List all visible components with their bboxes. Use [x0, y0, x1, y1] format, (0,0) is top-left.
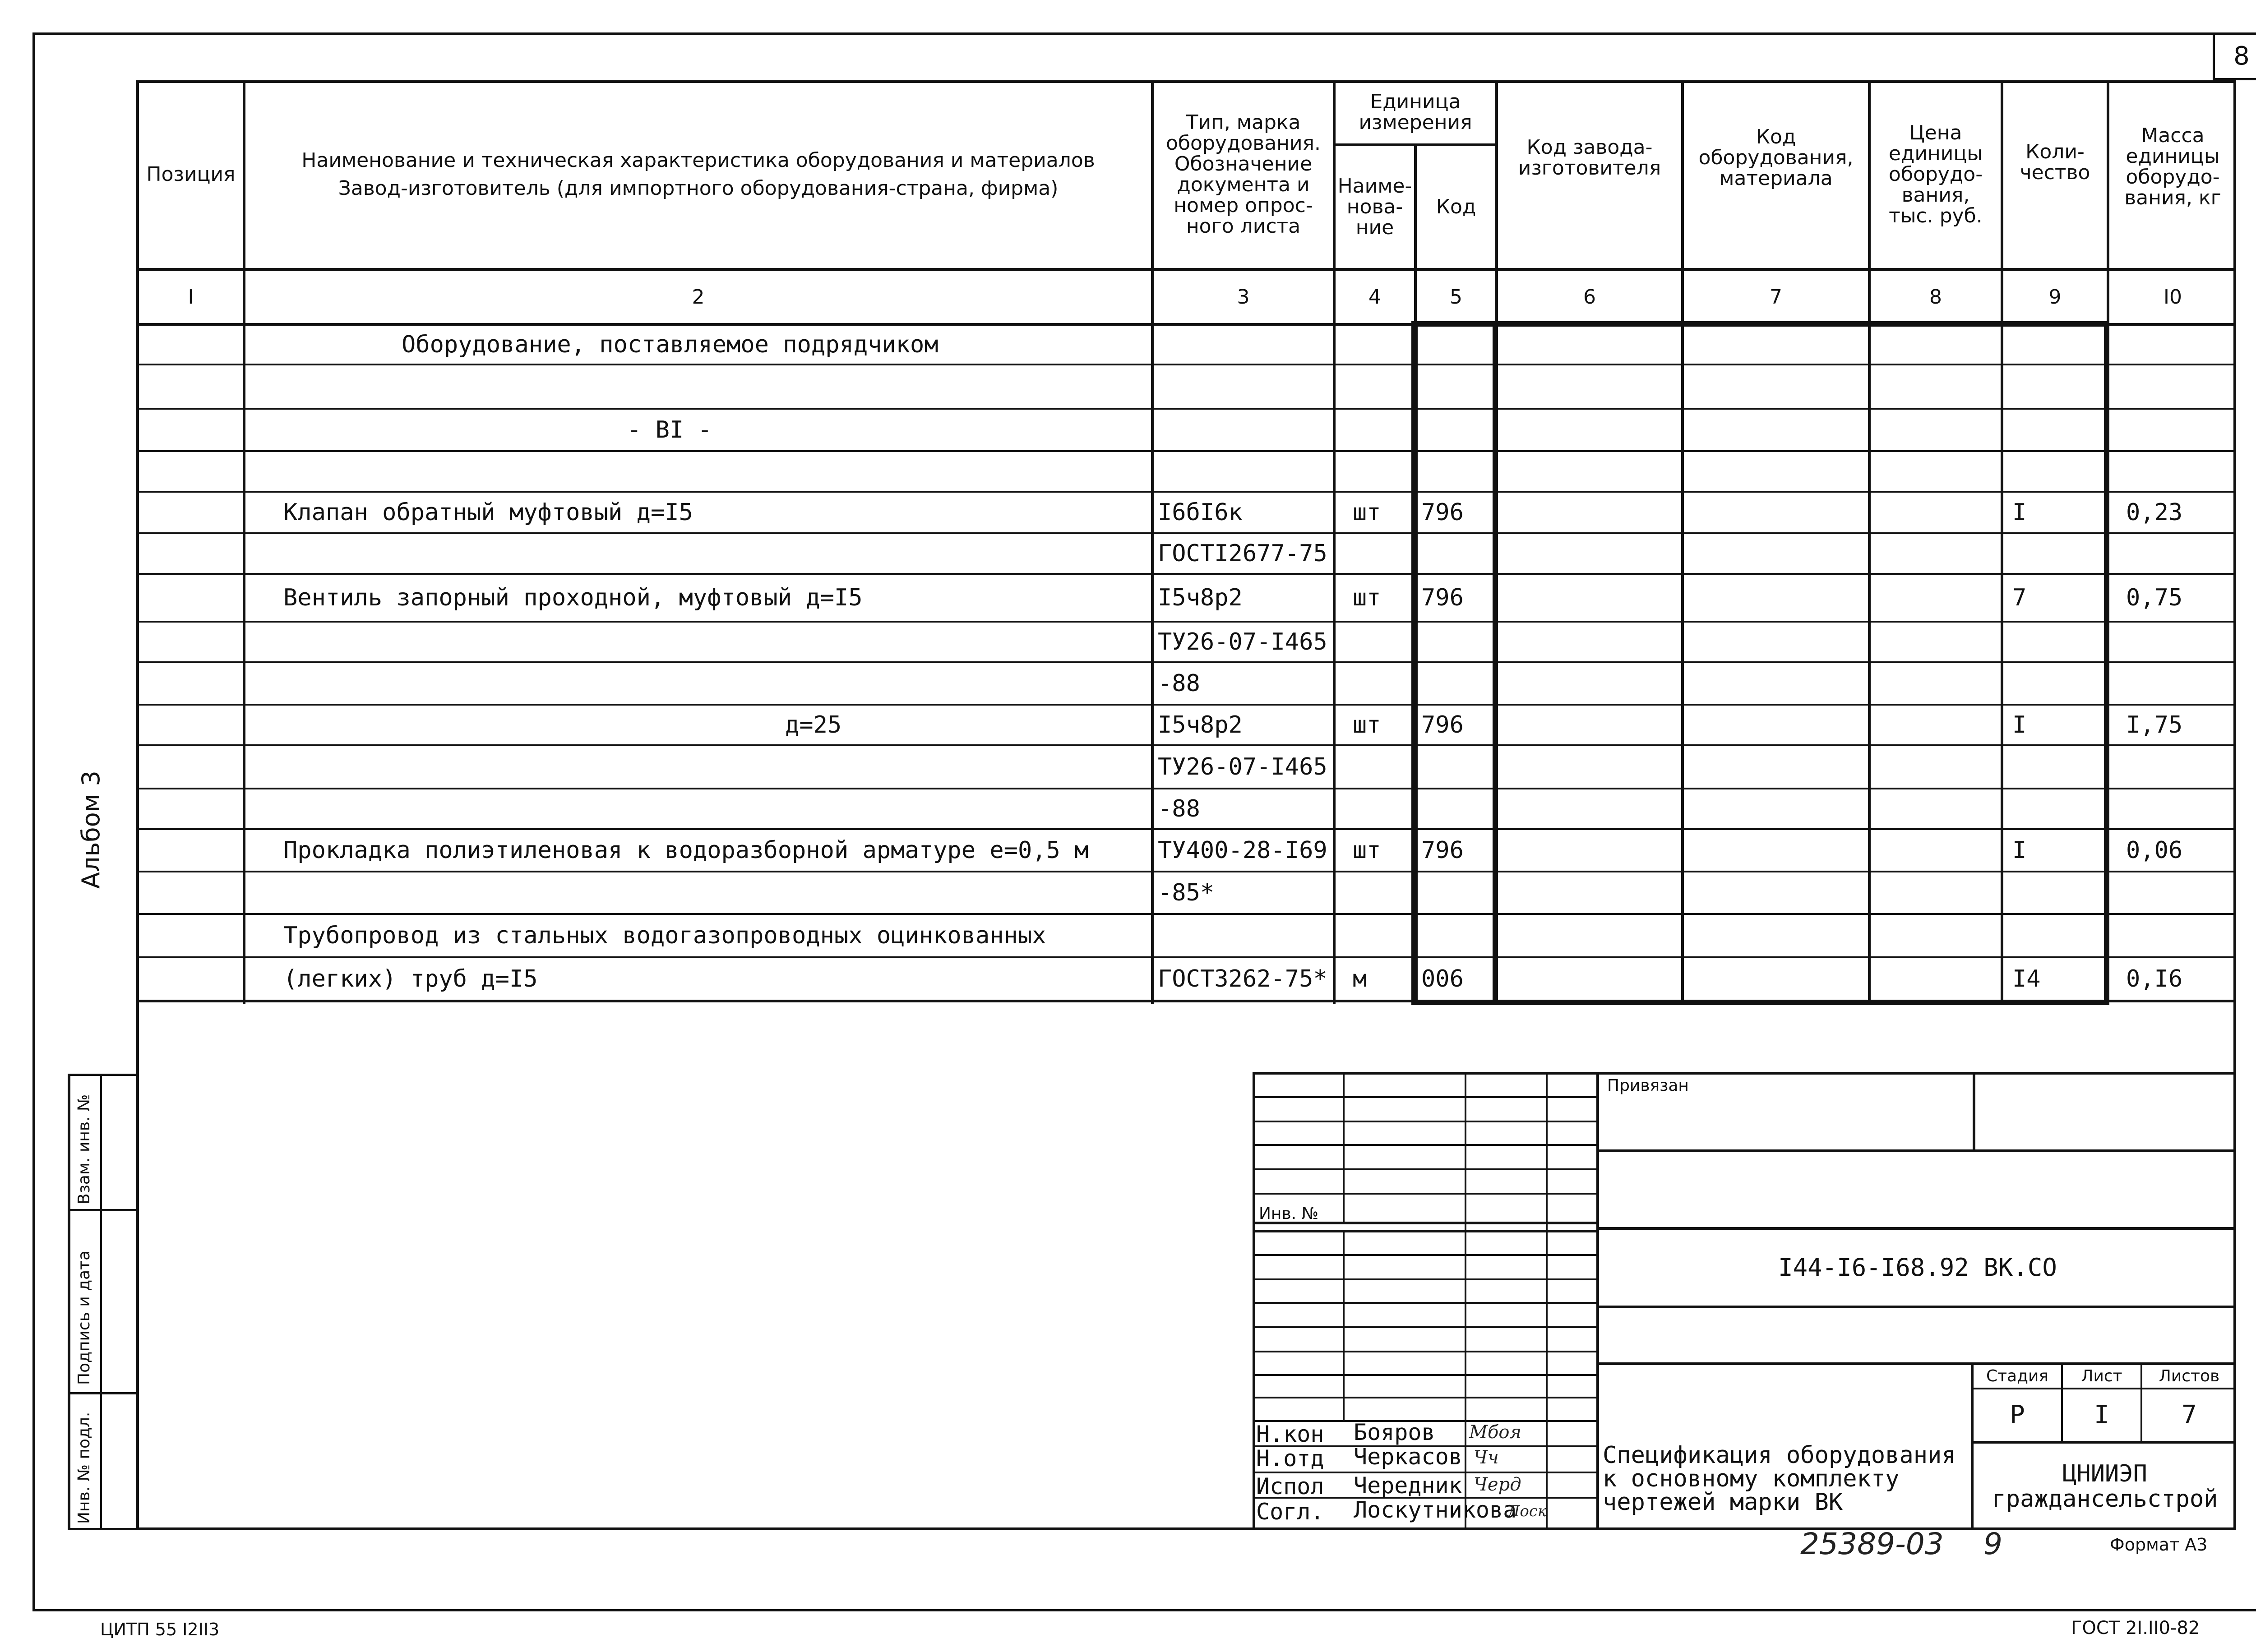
item-type: [1158, 365, 1334, 408]
item-unit: [1353, 410, 1411, 450]
col-number: 3: [1237, 285, 1250, 309]
item-quantity: 7: [2012, 584, 2027, 611]
signer-name: Бояров: [1354, 1419, 1435, 1445]
item-mass: [2126, 872, 2234, 913]
item-quantity: [2012, 365, 2103, 408]
album-label: Альбом 3: [77, 771, 105, 889]
item-quantity: I: [2012, 499, 2027, 526]
item-type: ГОСТ3262-75*: [1158, 965, 1327, 992]
org-name: ЦНИИЭП граждансельстрой: [1992, 1460, 2218, 1513]
header-price: Цена единицы оборудо- вания, тыс. руб.: [1888, 121, 1983, 227]
sheets-value: 7: [2182, 1400, 2197, 1430]
item-unit-code: [1421, 663, 1493, 704]
item-type: [1158, 452, 1334, 491]
col-number: I0: [2164, 285, 2182, 309]
item-type: -88: [1158, 670, 1200, 697]
item-quantity: [2012, 452, 2103, 491]
item-type: ТУ26-07-I465: [1158, 628, 1327, 655]
gost-label: ГОСТ 2I.II0-82: [2071, 1618, 2200, 1638]
item-type: ТУ400-28-I69: [1158, 837, 1327, 864]
signer-signature: Мбоя: [1469, 1422, 1521, 1443]
header-equip-code: Код оборудования, материала: [1698, 125, 1854, 190]
signer-role: Н.кон: [1256, 1421, 1324, 1447]
signer-signature: Чч: [1474, 1447, 1499, 1468]
item-unit: [1353, 915, 1411, 956]
col-number: 9: [2048, 285, 2062, 309]
col-number: 7: [1770, 285, 1782, 309]
signer-role: Согл.: [1256, 1499, 1324, 1525]
signer-name: Лоскутникова: [1354, 1497, 1517, 1523]
item-mass: 0,06: [2126, 837, 2183, 864]
item-unit: [1353, 789, 1411, 828]
header-unit-code: Код: [1436, 195, 1476, 218]
item-mass: 0,I6: [2126, 965, 2183, 992]
signer-signature: Черд: [1474, 1474, 1521, 1495]
doc-title: Спецификация оборудования к основному комплекту чертежей марки ВК: [1603, 1442, 1956, 1516]
stage-value: Р: [2010, 1400, 2025, 1430]
header-type: Тип, марка оборудования. Обозначение документа и номер опрос- ного листа: [1166, 111, 1321, 238]
item-unit-code: [1421, 789, 1493, 828]
handwritten-doc-number: 25389-03: [1800, 1527, 1944, 1561]
item-unit-code: 796: [1421, 499, 1464, 526]
item-unit: [1353, 365, 1411, 408]
item-unit-code: [1421, 452, 1493, 491]
col-number: I: [188, 285, 194, 309]
item-type: -85*: [1158, 879, 1215, 906]
item-name: - BI -: [627, 416, 712, 443]
item-unit-code: [1421, 915, 1493, 956]
sheet-label: Лист: [2081, 1367, 2122, 1385]
item-mass: [2126, 365, 2234, 408]
item-unit: [1353, 623, 1411, 661]
item-quantity: [2012, 623, 2103, 661]
header-mass: Масса единицы оборудо- вания, кг: [2124, 124, 2221, 209]
col-number: 2: [692, 285, 705, 309]
item-unit-code: 796: [1421, 711, 1464, 738]
item-quantity: [2012, 326, 2103, 364]
sheet-value: I: [2094, 1400, 2109, 1430]
item-mass: [2126, 623, 2234, 661]
item-quantity: [2012, 789, 2103, 828]
item-unit-code: [1421, 623, 1493, 661]
item-unit-code: [1421, 534, 1493, 573]
print-code: ЦИТП 55 I2II3: [100, 1620, 220, 1639]
signer-role: Н.отд: [1256, 1445, 1324, 1472]
item-unit-code: [1421, 410, 1493, 450]
item-type: [1158, 326, 1334, 364]
item-unit-code: 796: [1421, 837, 1464, 864]
item-quantity: [2012, 915, 2103, 956]
header-position: Позиция: [146, 163, 236, 186]
item-unit-code: [1421, 872, 1493, 913]
item-name: Клапан обратный муфтовый д=I5: [283, 499, 693, 526]
item-unit-code: [1421, 746, 1493, 788]
item-quantity: I4: [2012, 965, 2041, 992]
item-mass: I,75: [2126, 711, 2183, 738]
privyazan-label: Привязан: [1607, 1076, 1689, 1095]
item-unit-code: [1421, 365, 1493, 408]
item-type: [1158, 915, 1334, 956]
col-number: 5: [1450, 285, 1462, 309]
item-mass: 0,75: [2126, 584, 2183, 611]
item-quantity: [2012, 534, 2103, 573]
item-unit: шт: [1353, 584, 1381, 611]
col-number: 4: [1368, 285, 1381, 309]
item-name: Вентиль запорный проходной, муфтовый д=I5: [283, 584, 863, 611]
item-mass: [2126, 915, 2234, 956]
item-unit: [1353, 326, 1411, 364]
item-mass: [2126, 410, 2234, 450]
item-mass: [2126, 663, 2234, 704]
item-unit: [1353, 452, 1411, 491]
header-qty: Коли- чество: [2020, 140, 2090, 184]
doc-code: I44-I6-I68.92 ВК.СО: [1778, 1253, 2057, 1282]
sheets-label: Листов: [2159, 1367, 2220, 1385]
col-number: 6: [1583, 285, 1596, 309]
sheet-number: 8: [2233, 42, 2250, 71]
item-unit: [1353, 663, 1411, 704]
item-unit: м: [1353, 965, 1367, 992]
inv-no-label: Инв. №: [1259, 1204, 1319, 1223]
item-mass: [2126, 326, 2234, 364]
item-name: Прокладка полиэтиленовая к водоразборной арматуре е=0,5 м: [283, 837, 1089, 864]
item-type: I6бI6к: [1158, 499, 1243, 526]
item-unit-code: 796: [1421, 584, 1464, 611]
item-unit-code: [1421, 326, 1493, 364]
item-mass: 0,23: [2126, 499, 2183, 526]
item-type: -88: [1158, 795, 1200, 822]
item-quantity: [2012, 410, 2103, 450]
item-quantity: [2012, 663, 2103, 704]
item-quantity: I: [2012, 837, 2027, 864]
item-mass: [2126, 452, 2234, 491]
item-unit: шт: [1353, 837, 1381, 864]
item-quantity: I: [2012, 711, 2027, 738]
item-type: I5ч8р2: [1158, 584, 1243, 611]
item-quantity: [2012, 746, 2103, 788]
item-mass: [2126, 534, 2234, 573]
item-type: [1158, 410, 1334, 450]
signer-name: Черкасов: [1354, 1444, 1462, 1470]
item-mass: [2126, 746, 2234, 788]
item-quantity: [2012, 872, 2103, 913]
signer-role: Испол: [1256, 1473, 1324, 1500]
col-number: 8: [1929, 285, 1942, 309]
item-unit: [1353, 534, 1411, 573]
item-unit: шт: [1353, 711, 1381, 738]
item-unit-code: 006: [1421, 965, 1464, 992]
item-unit: [1353, 746, 1411, 788]
item-type: ГОСТI2677-75: [1158, 540, 1327, 567]
item-name: Трубопровод из стальных водогазопроводных оцинкованных: [283, 922, 1046, 949]
stamp-signature-date: Подпись и дата: [75, 1250, 93, 1385]
signer-signature: Лоск: [1507, 1502, 1547, 1520]
item-unit: шт: [1353, 499, 1381, 526]
item-mass: [2126, 789, 2234, 828]
stamp-replace-inv: Взам. инв. №: [75, 1094, 93, 1204]
header-plant-code: Код завода- изготовителя: [1518, 136, 1661, 180]
stage-label: Стадия: [1986, 1367, 2049, 1385]
header-name: Наименование и техническая характеристика оборудования и материалов Завод-изготовитель (для импортного оборудования-страна, фирма): [301, 149, 1095, 200]
item-unit: [1353, 872, 1411, 913]
item-name: (легких) труб д=I5: [283, 965, 538, 992]
item-type: I5ч8р2: [1158, 711, 1243, 738]
item-type: ТУ26-07-I465: [1158, 753, 1327, 780]
header-unit-name: Наиме- нова- ние: [1337, 174, 1412, 239]
handwritten-sheet: 9: [1983, 1527, 2002, 1561]
header-unit-group: Единица измерения: [1359, 90, 1472, 134]
item-name: Оборудование, поставляемое подрядчиком: [402, 331, 938, 358]
signer-name: Чередник: [1354, 1472, 1462, 1499]
item-name: д=25: [785, 711, 842, 738]
format-label: Формат А3: [2110, 1535, 2208, 1555]
stamp-inv-orig: Инв. № подл.: [75, 1412, 93, 1524]
